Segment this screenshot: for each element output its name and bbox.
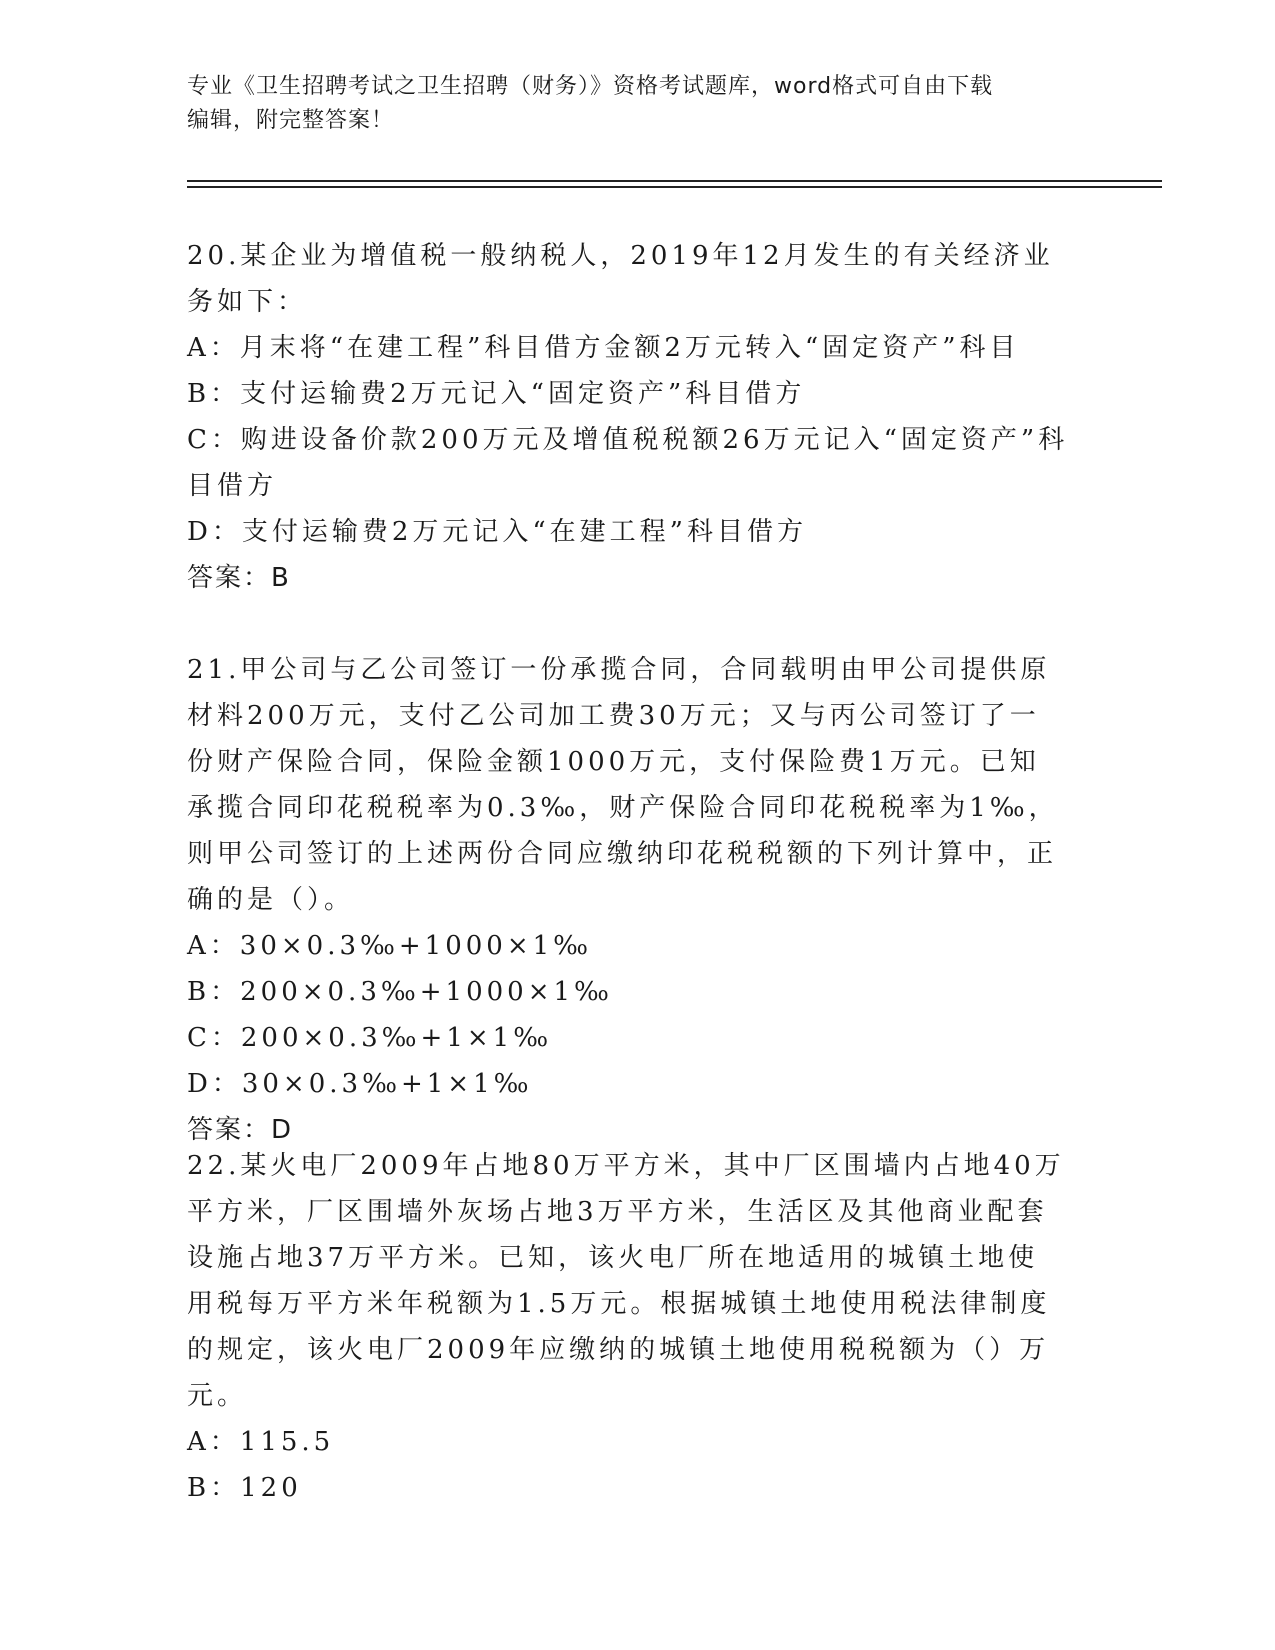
option-b: B：120 <box>187 1473 302 1503</box>
option-d: D：30×0.3‰+1×1‰ <box>187 1069 533 1099</box>
option-b: B：支付运输费2万元记入“固定资产”科目借方 <box>187 379 806 409</box>
question-21 <box>187 647 1087 1153</box>
answer: 答案：B <box>187 563 291 593</box>
question-stem: 22.某火电厂2009年占地80万平方米，其中厂区围墙内占地40万平方米，厂区围墙外灰场占地3万平方米，生活区及其他商业配套设施占地37万平方米。已知，该火电厂所在地适用的城镇土地使用税每万平方米年税额为1.5万元。根据城镇土地使用税法律制度的规定，该火电厂2009年应缴纳的城镇土地使用税税额为（）万元。 <box>187 1151 1065 1411</box>
question-stem: 21.甲公司与乙公司签订一份承揽合同，合同载明由甲公司提供原材料200万元，支付乙公司加工费30万元；又与丙公司签订了一份财产保险合同，保险金额1000万元，支付保险费1万元。已知承揽合同印花税税率为0.3‰，财产保险合同印花税税率为1‰，则甲公司签订的上述两份合同应缴纳印花税税额的下列计算中，正确的是（）。 <box>187 655 1059 915</box>
question-20 <box>187 233 1087 601</box>
option-d: D：支付运输费2万元记入“在建工程”科目借方 <box>187 517 807 547</box>
option-b: B：200×0.3‰+1000×1‰ <box>187 977 613 1007</box>
answer: 答案：D <box>187 1115 294 1145</box>
document-header <box>187 70 1187 138</box>
header-line-1: 专业《卫生招聘考试之卫生招聘（财务）》资格考试题库，word格式可自由下载 <box>187 74 994 99</box>
question-22 <box>187 1143 1087 1511</box>
option-a: A：115.5 <box>187 1427 335 1457</box>
header-text <box>187 70 1067 138</box>
option-c: C：购进设备价款200万元及增值税税额26万元记入“固定资产”科目借方 <box>187 425 1069 501</box>
header-divider-top <box>187 180 1162 182</box>
question-stem: 20.某企业为增值税一般纳税人，2019年12月发生的有关经济业务如下： <box>187 241 1054 317</box>
option-a: A：月末将“在建工程”科目借方金额2万元转入“固定资产”科目 <box>187 333 1020 363</box>
option-c: C：200×0.3‰+1×1‰ <box>187 1023 553 1053</box>
option-a: A：30×0.3‰+1000×1‰ <box>187 931 593 961</box>
header-line-2: 编辑，附完整答案！ <box>187 108 395 133</box>
header-divider-bottom <box>187 186 1162 188</box>
